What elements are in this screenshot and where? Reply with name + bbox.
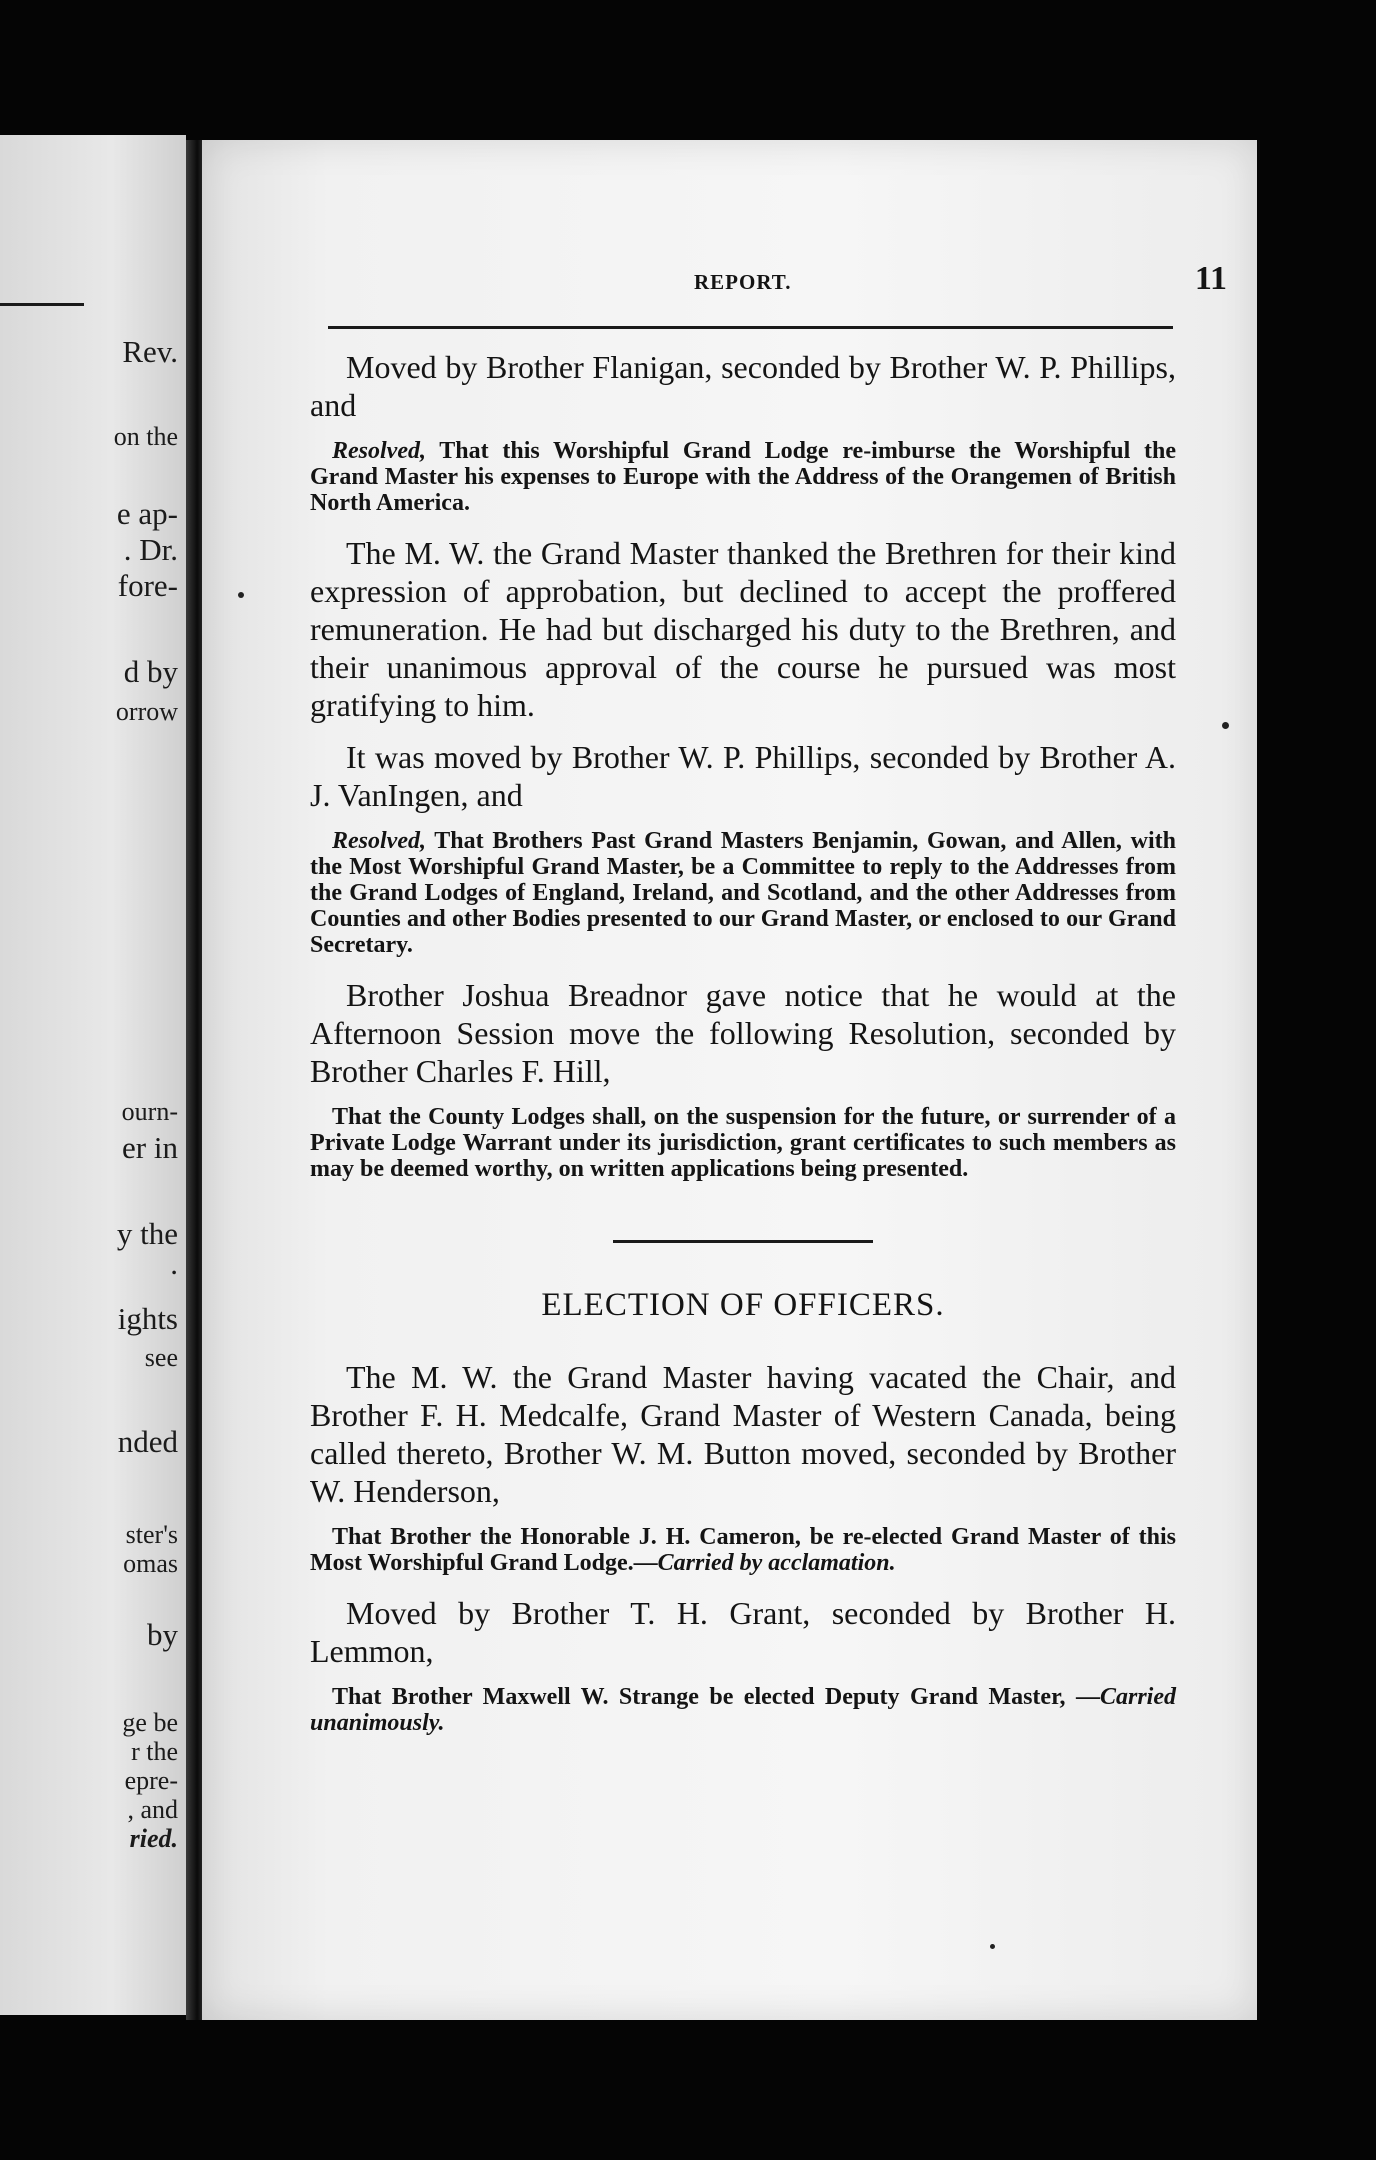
facing-page-fragment: orrow — [115, 697, 178, 726]
resolution-lead: Resolved, — [332, 828, 426, 854]
facing-page-fragment: fore- — [117, 568, 178, 603]
facing-page-fragment: er in — [122, 1130, 178, 1165]
resolution-outcome: Carried unanimously. — [310, 1684, 1176, 1736]
facing-page-fragment: ried. — [129, 1824, 178, 1853]
resolution-text: That this Worshipful Grand Lodge re-imburse the Worshipful the Grand Master his expenses to Europe with the Address of the Orangemen of British North America. — [310, 438, 1176, 516]
resolution-lead: Resolved, — [332, 438, 426, 464]
facing-page-fragment: ights — [117, 1301, 178, 1336]
book-gutter — [186, 140, 202, 2020]
page-body — [310, 348, 1176, 1754]
paragraph: Brother Joshua Breadnor gave notice that he would at the Afternoon Session move the following Resolution, seconded by Brother Charles F. Hill, — [310, 977, 1176, 1089]
resolution-text: That Brothers Past Grand Masters Benjamin, Gowan, and Allen, with the Most Worshipful Grand Master, be a Committee to reply to the Addresses from the Grand Lodges of England, Ireland, and Scotland, and the other Addresses from Counties and other Bodies presented to our Grand Master, or enclosed to our Grand Secretary. — [310, 828, 1176, 958]
facing-page-fragment: ge be — [122, 1708, 178, 1737]
resolution — [310, 1524, 1176, 1576]
facing-page-fragment: omas — [123, 1549, 178, 1578]
page-number: 11 — [1194, 260, 1227, 297]
paragraph: The M. W. the Grand Master having vacated the Chair, and Brother F. H. Medcalfe, Grand Master of Western Canada, being called thereto, Brother W. M. Button moved, seconded by Brother W. Henderson, — [310, 1359, 1176, 1509]
paragraph: The M. W. the Grand Master thanked the Brethren for their kind expression of approbation, but declined to accept the proffered remuneration. He had but discharged his duty to the Brethren, and their unanimous approval of the course he pursued was most gratifying to him. — [310, 535, 1176, 723]
resolution-text: That Brother Maxwell W. Strange be elected Deputy Grand Master, — — [332, 1684, 1100, 1710]
facing-page-fragment: e ap- — [116, 496, 178, 531]
facing-page-fragment: ourn- — [121, 1097, 178, 1126]
page-header — [312, 260, 1227, 306]
facing-page-fragment: by — [147, 1617, 178, 1652]
running-title: REPORT. — [694, 270, 792, 294]
resolution — [310, 828, 1176, 958]
resolution: That the County Lodges shall, on the suspension for the future, or surrender of a Private Lodge Warrant under its jurisdiction, grant certificates to such members as may be deemed worthy, on written applications being presented. — [310, 1104, 1176, 1182]
facing-page-fragment: see — [144, 1343, 178, 1372]
facing-page-fragment: , and — [127, 1795, 178, 1824]
facing-page — [0, 135, 186, 2015]
facing-page-fragment: nded — [117, 1424, 178, 1459]
section-divider — [613, 1240, 873, 1243]
paragraph: Moved by Brother T. H. Grant, seconded by Brother H. Lemmon, — [310, 1595, 1176, 1669]
paragraph: It was moved by Brother W. P. Phillips, seconded by Brother A. J. VanIngen, and — [310, 739, 1176, 813]
facing-page-fragment: epre- — [124, 1766, 178, 1795]
facing-page-fragment: . Dr. — [123, 532, 178, 567]
facing-page-fragment: ster's — [125, 1520, 178, 1549]
section-title: ELECTION OF OFFICERS. — [541, 1287, 945, 1323]
header-rule — [328, 326, 1173, 329]
resolution-outcome: Carried by acclamation. — [657, 1550, 896, 1576]
facing-page-fragment: r the — [131, 1737, 178, 1766]
facing-page-fragment: . — [170, 1246, 178, 1281]
paper-speck — [990, 1944, 995, 1949]
facing-page-fragment: y the — [116, 1216, 178, 1251]
paper-speck — [1222, 722, 1229, 729]
paper-speck — [238, 592, 244, 598]
facing-page-fragment: on the — [113, 422, 178, 451]
facing-page-rule — [0, 303, 84, 306]
resolution-text: That Brother the Honorable J. H. Cameron, be re-elected Grand Master of this Most Worshipful Grand Lodge.— — [310, 1524, 1176, 1576]
document-page — [202, 140, 1257, 2020]
paragraph: Moved by Brother Flanigan, seconded by Brother W. P. Phillips, and — [310, 349, 1176, 423]
facing-page-fragment: Rev. — [122, 334, 178, 369]
facing-page-fragment: d by — [123, 654, 178, 689]
resolution — [310, 1684, 1176, 1736]
resolution — [310, 438, 1176, 516]
